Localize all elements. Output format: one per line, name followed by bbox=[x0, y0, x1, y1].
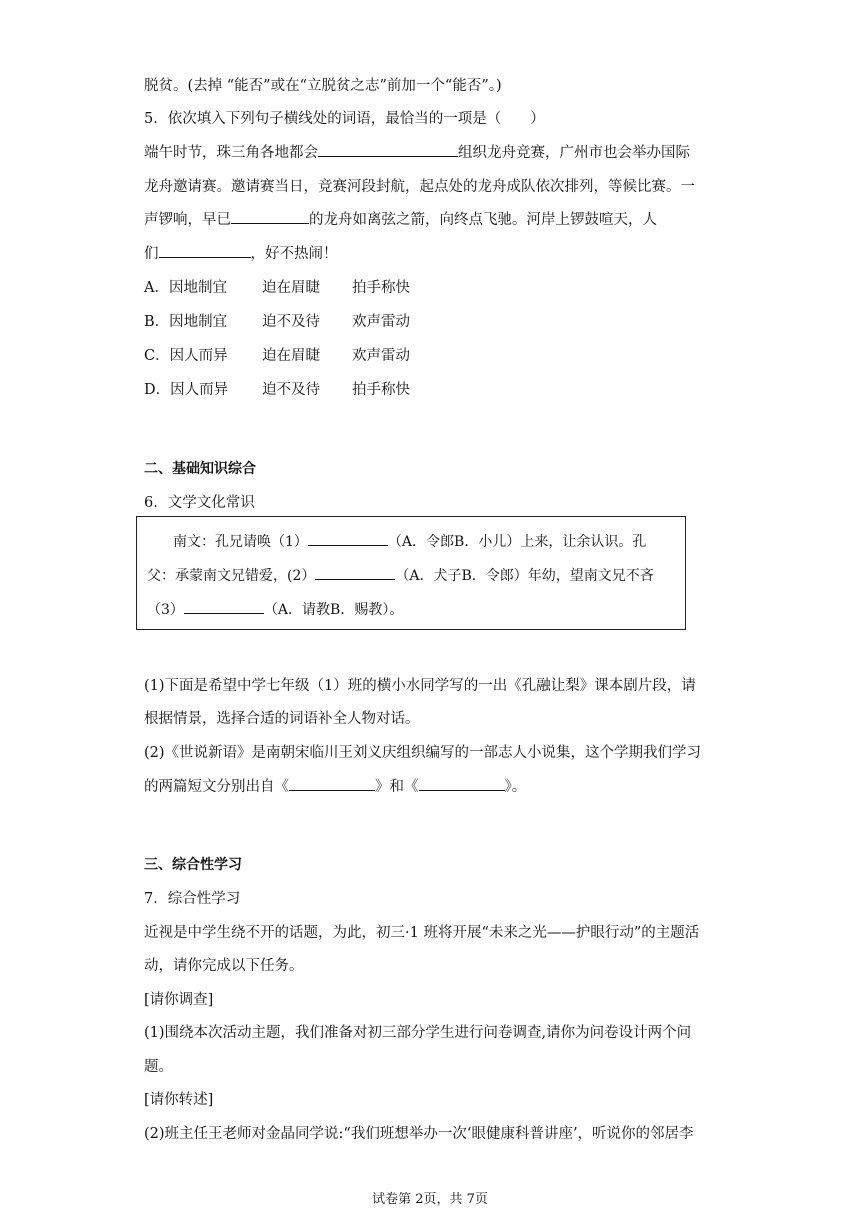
dialogue-text: （A．请教B．赐教）。 bbox=[263, 602, 404, 618]
fill-blank[interactable] bbox=[231, 209, 309, 224]
dialogue-box bbox=[136, 516, 686, 630]
q7-intro-line-2: 动，请你完成以下任务。 bbox=[144, 958, 304, 974]
option-word: 欢声雷动 bbox=[352, 314, 410, 330]
dialogue-text: （3） bbox=[147, 602, 184, 618]
q5-passage-line-4 bbox=[144, 242, 338, 263]
dialogue-line-2 bbox=[147, 565, 654, 585]
q6-sub2-line-2 bbox=[144, 775, 526, 796]
q6-text: 的两篇短文分别出自《 bbox=[144, 779, 289, 795]
option-word: 迫在眉睫 bbox=[262, 348, 320, 364]
fill-blank[interactable] bbox=[318, 142, 458, 157]
fill-blank[interactable] bbox=[315, 565, 395, 580]
fill-blank[interactable] bbox=[308, 531, 388, 546]
q6-title: 6．文学文化常识 bbox=[144, 495, 255, 511]
q6-sub2-line-1: (2)《世说新语》是南朝宋临川王刘义庆组织编写的一部志人小说集，这个学期我们学习 bbox=[144, 745, 702, 761]
dialogue-line-1 bbox=[173, 531, 646, 551]
q7-intro-line-1: 近视是中学生绕不开的话题，为此，初三·1 班将开展“未来之光——护眼行动”的主题活 bbox=[144, 925, 700, 941]
option-word: 拍手称快 bbox=[352, 382, 410, 398]
q5-text: 的龙舟如离弦之箭，向终点飞驰。河岸上锣鼓喧天，人 bbox=[309, 212, 657, 228]
task-1-line-1: (1)围绕本次活动主题，我们准备对初三部分学生进行问卷调查,请你为问卷设计两个问 bbox=[144, 1025, 692, 1041]
q6-text: 》。 bbox=[504, 779, 527, 795]
q4-answer-tail: 脱贫。(去掉 “能否”或在“立脱贫之志”前加一个“能否”。) bbox=[144, 78, 502, 94]
task-1-label: [请你调查] bbox=[144, 992, 214, 1008]
dialogue-text: （A．犬子B．令郎）年幼，望南文兄不吝 bbox=[395, 568, 654, 584]
dialogue-text: 南文：孔兄请唤（1） bbox=[173, 534, 308, 550]
q5-text: ，好不热闹！ bbox=[250, 246, 338, 262]
option-label: A．因地制宜 bbox=[144, 280, 227, 296]
fill-blank[interactable] bbox=[289, 776, 375, 791]
task-2-label: [请你转述] bbox=[144, 1092, 214, 1108]
q5-passage-line-2: 龙舟邀请赛。邀请赛当日，竞赛河段封航，起点处的龙舟成队依次排列，等候比赛。一 bbox=[144, 179, 695, 195]
fill-blank[interactable] bbox=[419, 776, 505, 791]
option-label: C．因人而异 bbox=[144, 348, 228, 364]
q5-stem: 5．依次填入下列句子横线处的词语，最恰当的一项是（ ） bbox=[144, 111, 545, 127]
task-1-line-2: 题。 bbox=[144, 1059, 173, 1075]
option-word: 迫在眉睫 bbox=[262, 280, 320, 296]
option-label: D．因人而异 bbox=[144, 382, 229, 398]
fill-blank[interactable] bbox=[184, 599, 264, 614]
q5-text: 端午时节，珠三角各地都会 bbox=[144, 145, 318, 161]
option-label: B．因地制宜 bbox=[144, 314, 228, 330]
q6-sub1-line-2: 根据情景，选择合适的词语补全人物对话。 bbox=[144, 711, 420, 727]
option-word: 拍手称快 bbox=[352, 280, 410, 296]
section-3-heading: 三、综合性学习 bbox=[144, 857, 242, 873]
q5-passage-line-3 bbox=[144, 208, 657, 229]
q6-sub1-line-1: (1)下面是希望中学七年级（1）班的横小水同学写的一出《孔融让梨》课本剧片段，请 bbox=[144, 678, 696, 694]
option-word: 欢声雷动 bbox=[352, 348, 410, 364]
q6-text: 》和《 bbox=[375, 779, 419, 795]
q7-title: 7．综合性学习 bbox=[144, 891, 241, 907]
task-2-line-1: (2)班主任王老师对金晶同学说:“我们班想举办一次‘眼健康科普讲座’，听说你的邻居李 bbox=[144, 1126, 694, 1142]
dialogue-text: 父：承蒙南文兄错爱，(2） bbox=[147, 568, 316, 584]
option-word: 迫不及待 bbox=[262, 382, 320, 398]
option-word: 迫不及待 bbox=[262, 314, 320, 330]
q5-passage-line-1 bbox=[144, 141, 690, 162]
dialogue-text: （A．令郎B．小儿）上来，让余认识。孔 bbox=[387, 534, 647, 550]
q5-text: 组织龙舟竞赛，广州市也会举办国际 bbox=[458, 145, 690, 161]
fill-blank[interactable] bbox=[159, 243, 251, 258]
q5-text: 声锣响，早已 bbox=[144, 212, 231, 228]
page-footer: 试卷第 2页，共 7页 bbox=[372, 1192, 488, 1207]
dialogue-line-3 bbox=[147, 599, 403, 619]
section-2-heading: 二、基础知识综合 bbox=[144, 461, 256, 477]
q5-text: 们 bbox=[144, 246, 159, 262]
